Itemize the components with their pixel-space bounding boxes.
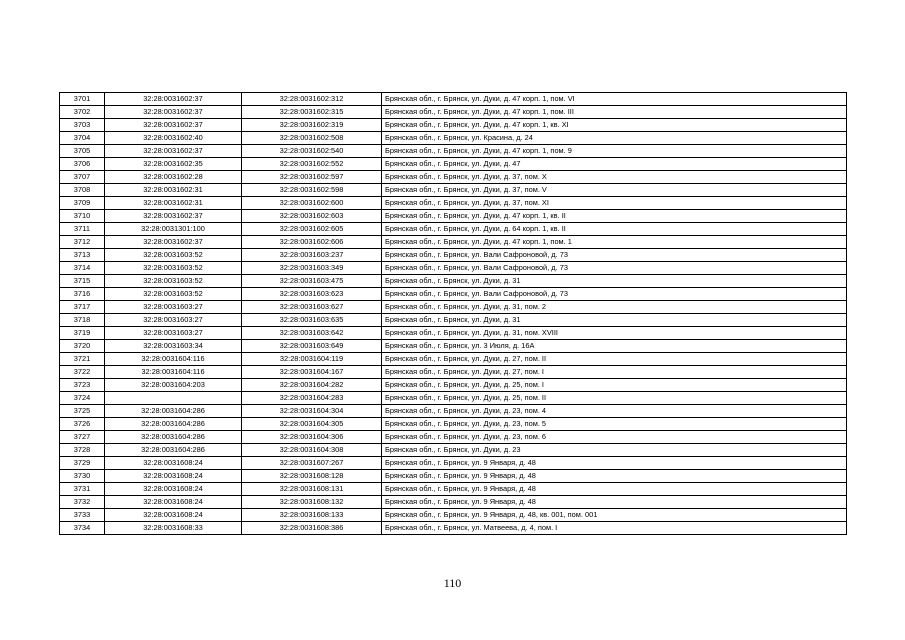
table-row xyxy=(60,301,847,314)
object-cadastral-number-cell: 32:28:0031604:304 xyxy=(242,405,382,418)
row-number-cell: 3717 xyxy=(60,301,105,314)
row-number-cell: 3711 xyxy=(60,223,105,236)
address-cell: Брянская обл., г. Брянск, ул. Дуки, д. 27, пом. II xyxy=(382,353,847,366)
parcel-cadastral-number-cell: 32:28:0031603:27 xyxy=(105,327,242,340)
table-row xyxy=(60,119,847,132)
address-cell: Брянская обл., г. Брянск, ул. 9 Января, д. 48 xyxy=(382,457,847,470)
parcel-cadastral-number-cell: 32:28:0031602:31 xyxy=(105,184,242,197)
row-number-cell: 3710 xyxy=(60,210,105,223)
row-number-cell: 3709 xyxy=(60,197,105,210)
table-row xyxy=(60,236,847,249)
address-cell: Брянская обл., г. Брянск, ул. Дуки, д. 23, пом. 5 xyxy=(382,418,847,431)
address-cell: Брянская обл., г. Брянск, ул. Дуки, д. 47 xyxy=(382,158,847,171)
parcel-cadastral-number-cell: 32:28:0031604:203 xyxy=(105,379,242,392)
row-number-cell: 3721 xyxy=(60,353,105,366)
row-number-cell: 3731 xyxy=(60,483,105,496)
parcel-cadastral-number-cell: 32:28:0031608:33 xyxy=(105,522,242,535)
row-number-cell: 3706 xyxy=(60,158,105,171)
parcel-cadastral-number-cell: 32:28:0031602:37 xyxy=(105,145,242,158)
table-row xyxy=(60,418,847,431)
object-cadastral-number-cell: 32:28:0031603:635 xyxy=(242,314,382,327)
cadastral-registry-table xyxy=(59,92,847,535)
object-cadastral-number-cell: 32:28:0031602:319 xyxy=(242,119,382,132)
address-cell: Брянская обл., г. Брянск, ул. Дуки, д. 27, пом. I xyxy=(382,366,847,379)
table-row xyxy=(60,210,847,223)
address-cell: Брянская обл., г. Брянск, ул. 9 Января, д. 48 xyxy=(382,483,847,496)
row-number-cell: 3722 xyxy=(60,366,105,379)
object-cadastral-number-cell: 32:28:0031603:349 xyxy=(242,262,382,275)
address-cell: Брянская обл., г. Брянск, ул. Дуки, д. 47 корп. 1, пом. 1 xyxy=(382,236,847,249)
object-cadastral-number-cell: 32:28:0031608:132 xyxy=(242,496,382,509)
parcel-cadastral-number-cell: 32:28:0031602:35 xyxy=(105,158,242,171)
address-cell: Брянская обл., г. Брянск, ул. Дуки, д. 25, пом. I xyxy=(382,379,847,392)
table-row xyxy=(60,184,847,197)
object-cadastral-number-cell: 32:28:0031602:540 xyxy=(242,145,382,158)
table-row xyxy=(60,392,847,405)
parcel-cadastral-number-cell: 32:28:0031602:31 xyxy=(105,197,242,210)
parcel-cadastral-number-cell: 32:28:0031603:52 xyxy=(105,288,242,301)
object-cadastral-number-cell: 32:28:0031603:475 xyxy=(242,275,382,288)
object-cadastral-number-cell: 32:28:0031602:600 xyxy=(242,197,382,210)
object-cadastral-number-cell: 32:28:0031608:128 xyxy=(242,470,382,483)
address-cell: Брянская обл., г. Брянск, ул. Дуки, д. 31 xyxy=(382,275,847,288)
address-cell: Брянская обл., г. Брянск, ул. Дуки, д. 31, пом. XVIII xyxy=(382,327,847,340)
address-cell: Брянская обл., г. Брянск, ул. Дуки, д. 23 xyxy=(382,444,847,457)
address-cell: Брянская обл., г. Брянск, ул. Матвеева, д. 4, пом. I xyxy=(382,522,847,535)
table-row xyxy=(60,314,847,327)
row-number-cell: 3707 xyxy=(60,171,105,184)
row-number-cell: 3730 xyxy=(60,470,105,483)
row-number-cell: 3715 xyxy=(60,275,105,288)
parcel-cadastral-number-cell xyxy=(105,392,242,405)
row-number-cell: 3726 xyxy=(60,418,105,431)
object-cadastral-number-cell: 32:28:0031604:306 xyxy=(242,431,382,444)
object-cadastral-number-cell: 32:28:0031603:627 xyxy=(242,301,382,314)
table-row xyxy=(60,444,847,457)
row-number-cell: 3703 xyxy=(60,119,105,132)
row-number-cell: 3708 xyxy=(60,184,105,197)
row-number-cell: 3720 xyxy=(60,340,105,353)
row-number-cell: 3718 xyxy=(60,314,105,327)
address-cell: Брянская обл., г. Брянск, ул. Дуки, д. 64 корп. 1, кв. II xyxy=(382,223,847,236)
parcel-cadastral-number-cell: 32:28:0031608:24 xyxy=(105,457,242,470)
table-row xyxy=(60,366,847,379)
table-row xyxy=(60,496,847,509)
parcel-cadastral-number-cell: 32:28:0031602:28 xyxy=(105,171,242,184)
object-cadastral-number-cell: 32:28:0031607:267 xyxy=(242,457,382,470)
row-number-cell: 3725 xyxy=(60,405,105,418)
row-number-cell: 3716 xyxy=(60,288,105,301)
row-number-cell: 3701 xyxy=(60,93,105,106)
object-cadastral-number-cell: 32:28:0031604:282 xyxy=(242,379,382,392)
parcel-cadastral-number-cell: 32:28:0031604:286 xyxy=(105,444,242,457)
object-cadastral-number-cell: 32:28:0031602:508 xyxy=(242,132,382,145)
table-row xyxy=(60,470,847,483)
object-cadastral-number-cell: 32:28:0031603:649 xyxy=(242,340,382,353)
object-cadastral-number-cell: 32:28:0031604:167 xyxy=(242,366,382,379)
row-number-cell: 3728 xyxy=(60,444,105,457)
parcel-cadastral-number-cell: 32:28:0031604:286 xyxy=(105,405,242,418)
table-row xyxy=(60,483,847,496)
address-cell: Брянская обл., г. Брянск, ул. 9 Января, д. 48 xyxy=(382,470,847,483)
table-row xyxy=(60,457,847,470)
registry-table-body xyxy=(60,93,847,535)
parcel-cadastral-number-cell: 32:28:0031603:52 xyxy=(105,275,242,288)
table-row xyxy=(60,223,847,236)
row-number-cell: 3704 xyxy=(60,132,105,145)
address-cell: Брянская обл., г. Брянск, ул. Вали Сафроновой, д. 73 xyxy=(382,288,847,301)
address-cell: Брянская обл., г. Брянск, ул. Красина, д. 24 xyxy=(382,132,847,145)
row-number-cell: 3714 xyxy=(60,262,105,275)
row-number-cell: 3732 xyxy=(60,496,105,509)
table-row xyxy=(60,132,847,145)
object-cadastral-number-cell: 32:28:0031604:283 xyxy=(242,392,382,405)
address-cell: Брянская обл., г. Брянск, ул. 3 Июля, д. 16А xyxy=(382,340,847,353)
address-cell: Брянская обл., г. Брянск, ул. Дуки, д. 37, пом. XI xyxy=(382,197,847,210)
object-cadastral-number-cell: 32:28:0031602:597 xyxy=(242,171,382,184)
parcel-cadastral-number-cell: 32:28:0031602:40 xyxy=(105,132,242,145)
table-row xyxy=(60,340,847,353)
object-cadastral-number-cell: 32:28:0031602:605 xyxy=(242,223,382,236)
parcel-cadastral-number-cell: 32:28:0031608:24 xyxy=(105,483,242,496)
table-row xyxy=(60,249,847,262)
parcel-cadastral-number-cell: 32:28:0031604:286 xyxy=(105,431,242,444)
address-cell: Брянская обл., г. Брянск, ул. 9 Января, д. 48 xyxy=(382,496,847,509)
address-cell: Брянская обл., г. Брянск, ул. Дуки, д. 47 корп. 1, кв. II xyxy=(382,210,847,223)
object-cadastral-number-cell: 32:28:0031608:133 xyxy=(242,509,382,522)
row-number-cell: 3729 xyxy=(60,457,105,470)
parcel-cadastral-number-cell: 32:28:0031603:34 xyxy=(105,340,242,353)
table-row xyxy=(60,145,847,158)
object-cadastral-number-cell: 32:28:0031602:312 xyxy=(242,93,382,106)
table-row xyxy=(60,379,847,392)
table-row xyxy=(60,509,847,522)
table-row xyxy=(60,431,847,444)
row-number-cell: 3723 xyxy=(60,379,105,392)
parcel-cadastral-number-cell: 32:28:0031604:116 xyxy=(105,353,242,366)
row-number-cell: 3734 xyxy=(60,522,105,535)
address-cell: Брянская обл., г. Брянск, ул. Дуки, д. 37, пом. X xyxy=(382,171,847,184)
table-row xyxy=(60,353,847,366)
object-cadastral-number-cell: 32:28:0031603:642 xyxy=(242,327,382,340)
address-cell: Брянская обл., г. Брянск, ул. Дуки, д. 25, пом. II xyxy=(382,392,847,405)
table-row xyxy=(60,522,847,535)
address-cell: Брянская обл., г. Брянск, ул. Дуки, д. 23, пом. 4 xyxy=(382,405,847,418)
parcel-cadastral-number-cell: 32:28:0031608:24 xyxy=(105,470,242,483)
address-cell: Брянская обл., г. Брянск, ул. Дуки, д. 37, пом. V xyxy=(382,184,847,197)
parcel-cadastral-number-cell: 32:28:0031602:37 xyxy=(105,106,242,119)
object-cadastral-number-cell: 32:28:0031603:623 xyxy=(242,288,382,301)
parcel-cadastral-number-cell: 32:28:0031603:27 xyxy=(105,301,242,314)
parcel-cadastral-number-cell: 32:28:0031603:52 xyxy=(105,262,242,275)
table-row xyxy=(60,197,847,210)
address-cell: Брянская обл., г. Брянск, ул. Вали Сафроновой, д. 73 xyxy=(382,249,847,262)
address-cell: Брянская обл., г. Брянск, ул. Дуки, д. 23, пом. 6 xyxy=(382,431,847,444)
parcel-cadastral-number-cell: 32:28:0031602:37 xyxy=(105,236,242,249)
parcel-cadastral-number-cell: 32:28:0031603:27 xyxy=(105,314,242,327)
row-number-cell: 3727 xyxy=(60,431,105,444)
address-cell: Брянская обл., г. Брянск, ул. Дуки, д. 31, пом. 2 xyxy=(382,301,847,314)
row-number-cell: 3712 xyxy=(60,236,105,249)
parcel-cadastral-number-cell: 32:28:0031602:37 xyxy=(105,119,242,132)
parcel-cadastral-number-cell: 32:28:0031604:286 xyxy=(105,418,242,431)
object-cadastral-number-cell: 32:28:0031603:237 xyxy=(242,249,382,262)
table-row xyxy=(60,262,847,275)
parcel-cadastral-number-cell: 32:28:0031608:24 xyxy=(105,509,242,522)
object-cadastral-number-cell: 32:28:0031608:386 xyxy=(242,522,382,535)
table-row xyxy=(60,106,847,119)
parcel-cadastral-number-cell: 32:28:0031604:116 xyxy=(105,366,242,379)
object-cadastral-number-cell: 32:28:0031608:131 xyxy=(242,483,382,496)
table-row xyxy=(60,171,847,184)
address-cell: Брянская обл., г. Брянск, ул. Дуки, д. 47 корп. 1, пом. III xyxy=(382,106,847,119)
object-cadastral-number-cell: 32:28:0031602:552 xyxy=(242,158,382,171)
row-number-cell: 3702 xyxy=(60,106,105,119)
row-number-cell: 3713 xyxy=(60,249,105,262)
parcel-cadastral-number-cell: 32:28:0031602:37 xyxy=(105,210,242,223)
table-row xyxy=(60,158,847,171)
row-number-cell: 3724 xyxy=(60,392,105,405)
object-cadastral-number-cell: 32:28:0031602:315 xyxy=(242,106,382,119)
address-cell: Брянская обл., г. Брянск, ул. Дуки, д. 47 корп. 1, пом. VI xyxy=(382,93,847,106)
object-cadastral-number-cell: 32:28:0031602:603 xyxy=(242,210,382,223)
table-row xyxy=(60,93,847,106)
object-cadastral-number-cell: 32:28:0031602:606 xyxy=(242,236,382,249)
address-cell: Брянская обл., г. Брянск, ул. Дуки, д. 47 корп. 1, кв. XI xyxy=(382,119,847,132)
page-number: 110 xyxy=(443,576,462,590)
row-number-cell: 3705 xyxy=(60,145,105,158)
parcel-cadastral-number-cell: 32:28:0031602:37 xyxy=(105,93,242,106)
table-row xyxy=(60,405,847,418)
parcel-cadastral-number-cell: 32:28:0031301:100 xyxy=(105,223,242,236)
table-row xyxy=(60,288,847,301)
row-number-cell: 3733 xyxy=(60,509,105,522)
table-row xyxy=(60,327,847,340)
parcel-cadastral-number-cell: 32:28:0031603:52 xyxy=(105,249,242,262)
table-row xyxy=(60,275,847,288)
address-cell: Брянская обл., г. Брянск, ул. 9 Января, д. 48, кв. 001, пом. 001 xyxy=(382,509,847,522)
object-cadastral-number-cell: 32:28:0031602:598 xyxy=(242,184,382,197)
object-cadastral-number-cell: 32:28:0031604:119 xyxy=(242,353,382,366)
row-number-cell: 3719 xyxy=(60,327,105,340)
address-cell: Брянская обл., г. Брянск, ул. Дуки, д. 47 корп. 1, пом. 9 xyxy=(382,145,847,158)
address-cell: Брянская обл., г. Брянск, ул. Дуки, д. 31 xyxy=(382,314,847,327)
address-cell: Брянская обл., г. Брянск, ул. Вали Сафроновой, д. 73 xyxy=(382,262,847,275)
parcel-cadastral-number-cell: 32:28:0031608:24 xyxy=(105,496,242,509)
object-cadastral-number-cell: 32:28:0031604:308 xyxy=(242,444,382,457)
object-cadastral-number-cell: 32:28:0031604:305 xyxy=(242,418,382,431)
